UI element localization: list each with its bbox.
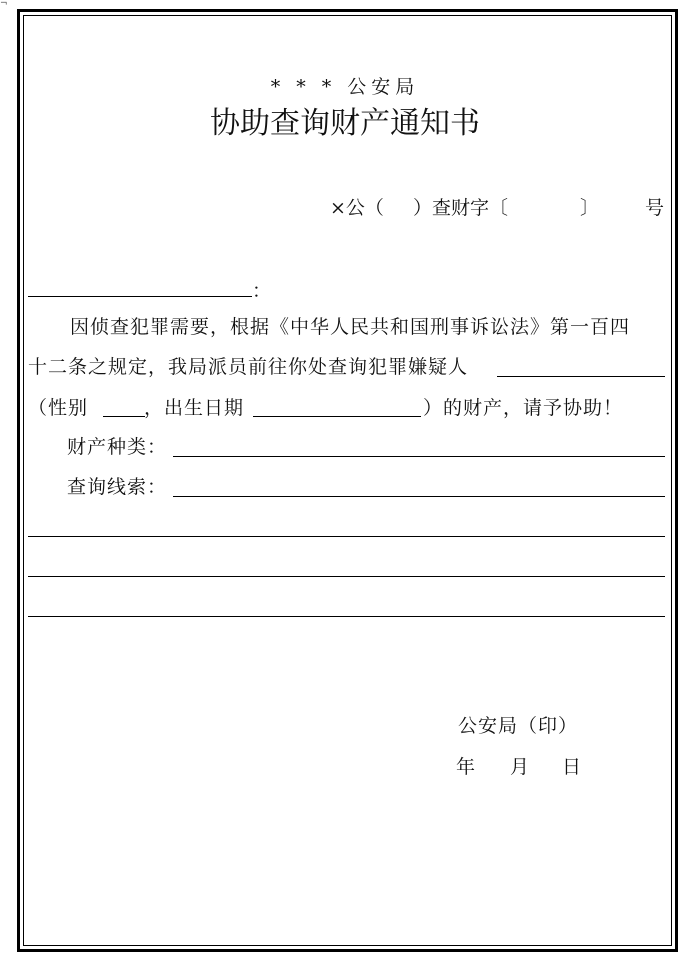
date-day: 日	[562, 756, 582, 778]
document-title: 协助查询财产通知书	[210, 106, 480, 141]
body-line-3-close: ）的财产，请予协助！	[423, 397, 624, 419]
gender-blank[interactable]	[103, 416, 145, 417]
issuing-agency: * * * 公安局	[270, 76, 420, 98]
birth-date-blank[interactable]	[253, 416, 421, 417]
blank-line-3[interactable]	[28, 616, 665, 617]
addressee-blank[interactable]	[28, 296, 252, 297]
body-line-2: 十二条之规定，我局派员前往你处查询犯罪嫌疑人	[28, 356, 469, 378]
addressee-colon: ：	[252, 280, 272, 302]
doc-number-suffix: 号	[645, 197, 665, 219]
date-month: 月	[510, 756, 530, 778]
suspect-name-blank[interactable]	[497, 376, 665, 377]
blank-line-1[interactable]	[28, 536, 665, 537]
corner-mark: ¬	[0, 0, 8, 9]
date-year: 年	[456, 756, 476, 778]
query-clue-blank[interactable]	[173, 496, 665, 497]
body-line-3-open: （性别	[28, 397, 89, 419]
body-line-3-mid: ，出生日期	[144, 397, 245, 419]
blank-line-2[interactable]	[28, 576, 665, 577]
doc-number-prefix: ×公（	[330, 197, 384, 219]
doc-number-middle: ）查财字〔	[413, 197, 509, 219]
body-line-1: 因侦查犯罪需要，根据《中华人民共和国刑事诉讼法》第一百四	[70, 316, 631, 338]
issuer-seal: 公安局（印）	[458, 715, 579, 737]
property-type-blank[interactable]	[173, 456, 665, 457]
doc-number-close-bracket: 〕	[580, 197, 600, 219]
query-clue-label: 查询线索：	[67, 476, 168, 498]
property-type-label: 财产种类：	[67, 436, 168, 458]
